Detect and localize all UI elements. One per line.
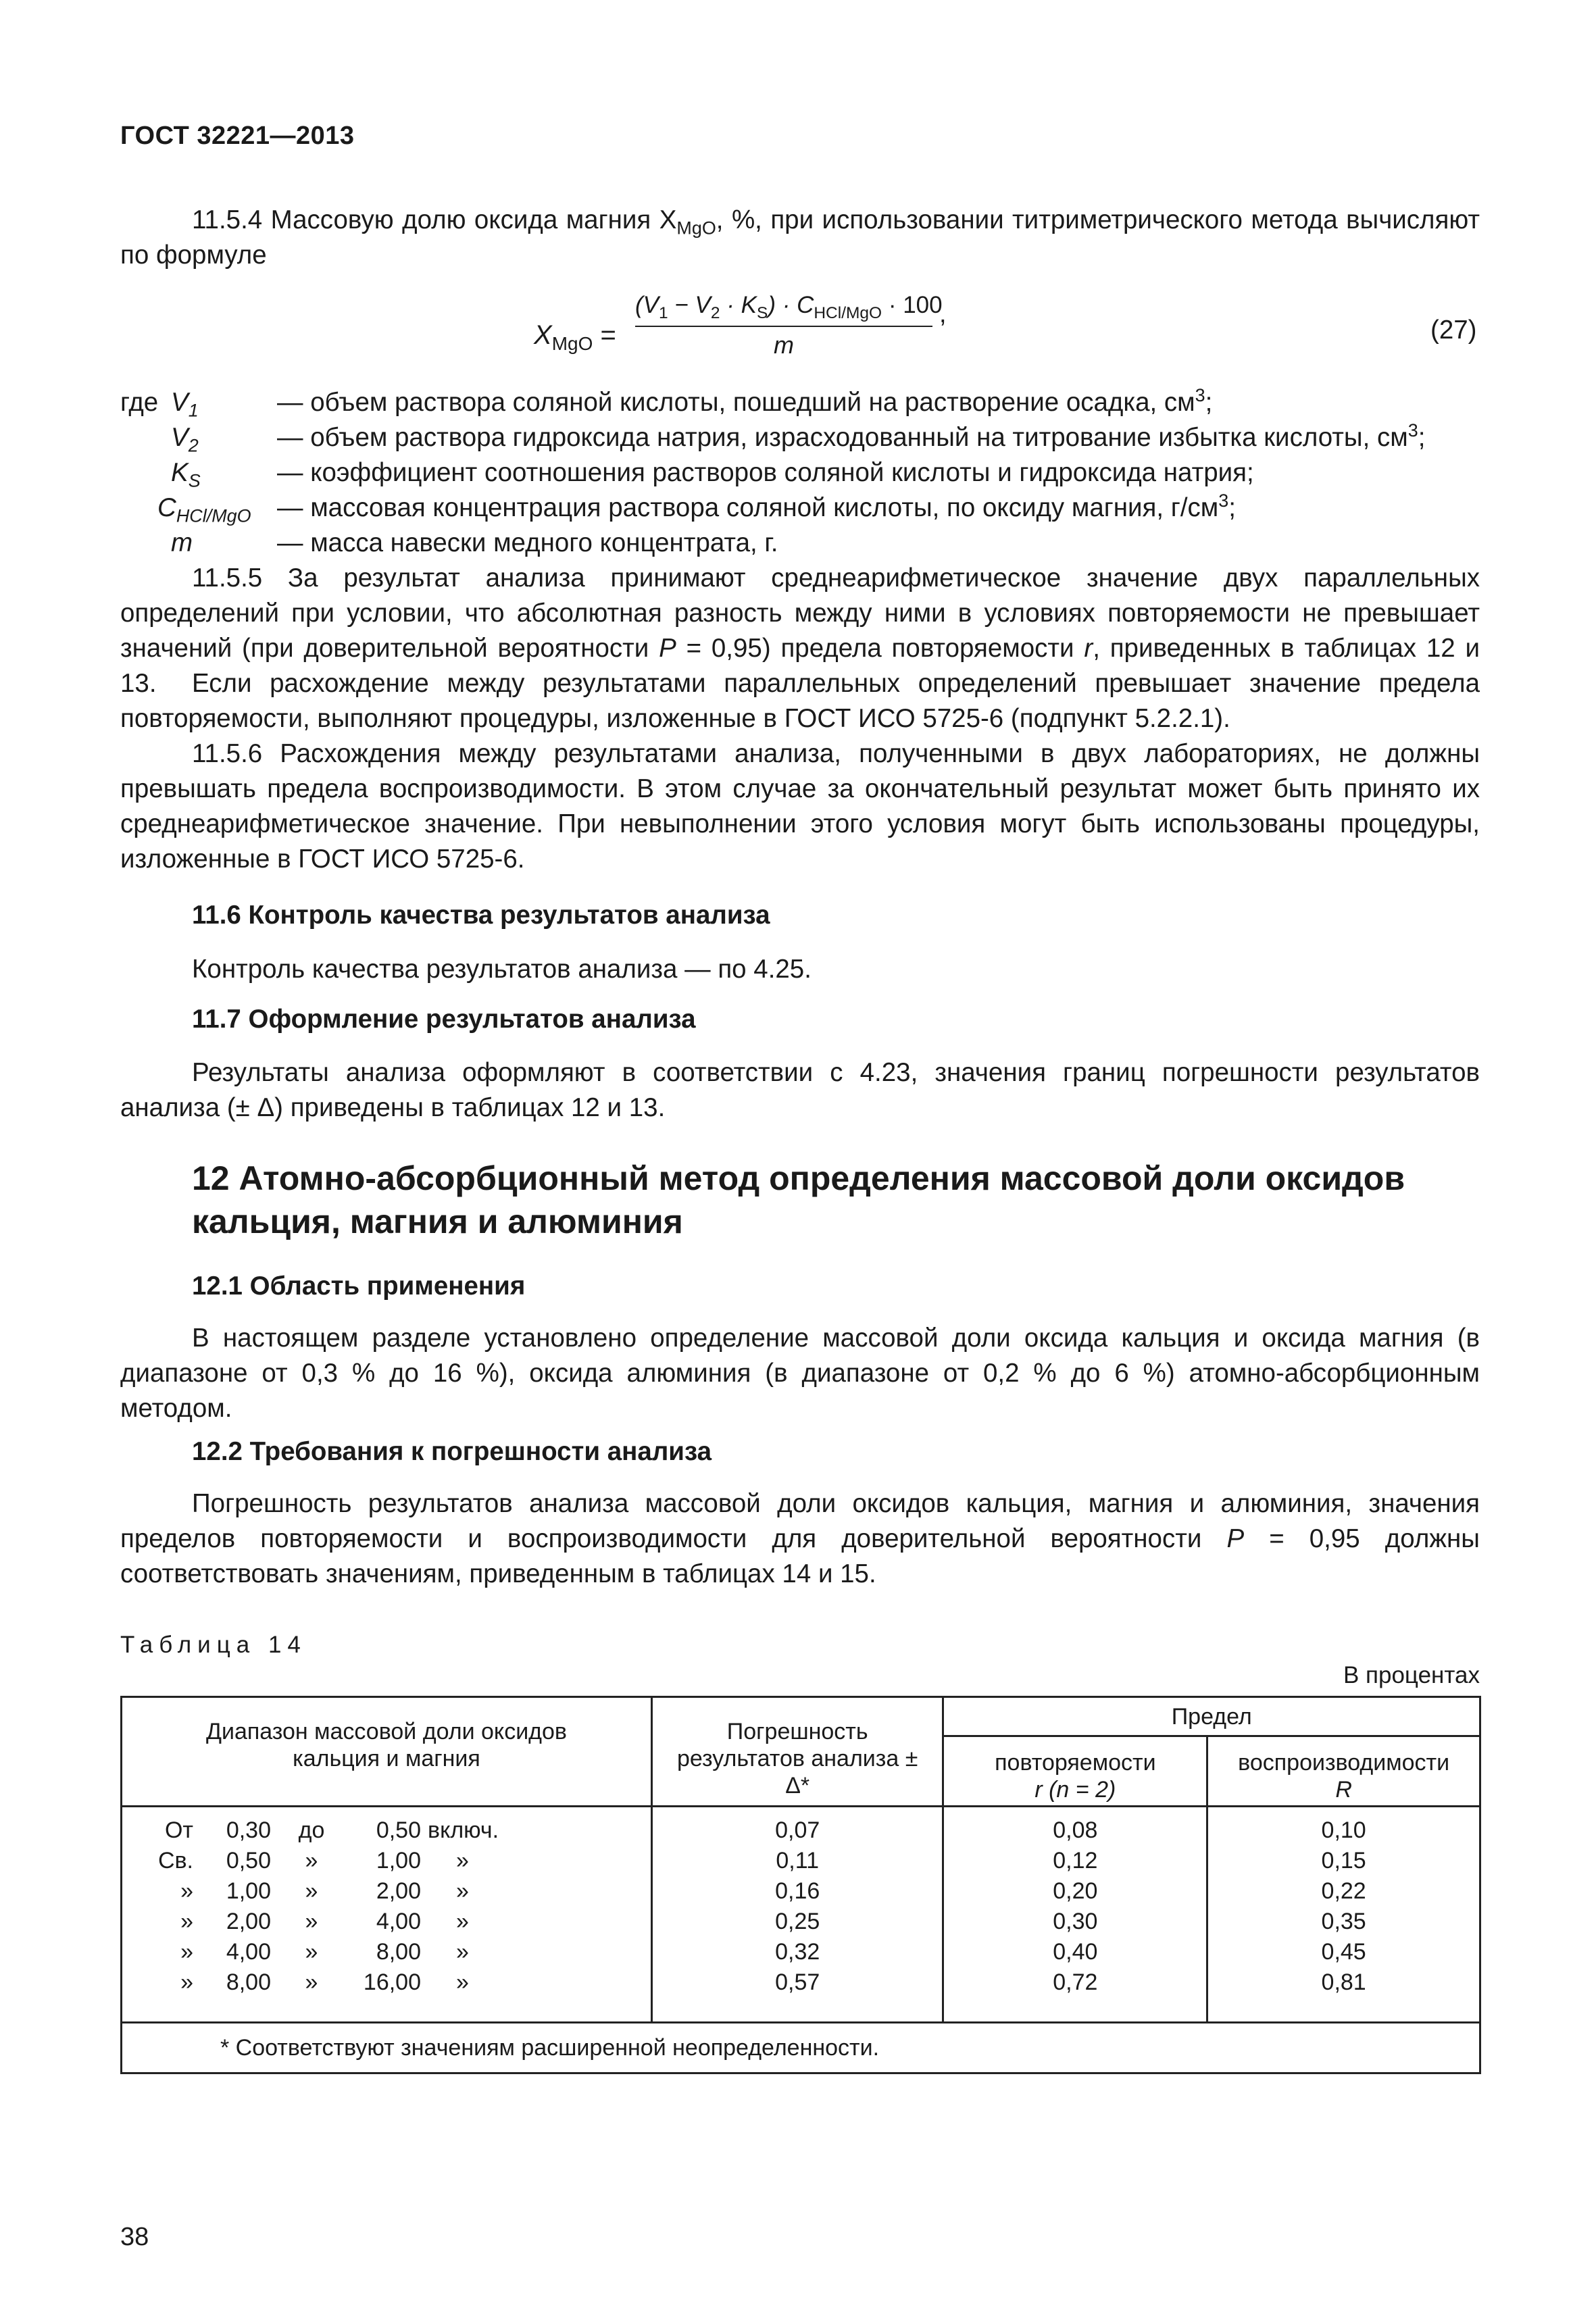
- table-units: В процентах: [1343, 1662, 1480, 1688]
- range-prefix-col: От Св. » » » »: [157, 1817, 193, 1995]
- formula-denominator: m: [774, 331, 794, 359]
- paragraph-11-7: Результаты анализа оформляют в соответствии с 4.23, значения границ погрешности результатов анализа (± Δ) приведены в таблицах 12 и 13.: [120, 1058, 1480, 1122]
- table-footnote: * Соответствуют значениям расширенной неопределенности.: [122, 2023, 1480, 2073]
- document-id: ГОСТ 32221—2013: [120, 122, 355, 150]
- variable-symbol: $C_{HCl/MgO}$: [157, 493, 251, 526]
- variable-symbol: m: [171, 528, 193, 557]
- repeatability-values: 0,08 0,12 0,20 0,30 0,40 0,72: [943, 1807, 1207, 2023]
- formula-27: [534, 292, 1412, 373]
- range-cell: [122, 1807, 652, 2023]
- variable-row: [120, 491, 1485, 526]
- table-14: [120, 1696, 1481, 2074]
- header-range: Диапазон массовой доли оксидов кальция и магния: [122, 1697, 652, 1807]
- paragraph-11-5-5: 11.5.5 За результат анализа принимают среднеарифметическое значение двух параллельных определений при условии, что абсолютная разность между ними в условиях повторяемости не превышает значений (при доверительной вероятности P = 0,95) предела повторяемости r, приведенных в таблицах 12 и 13.: [120, 563, 1480, 698]
- paragraph-12-2: Погрешность результатов анализа массовой доли оксидов кальция, магния и алюминия, значения пределов повторяемости и воспроизводимости для доверительной вероятности P = 0,95 должны соответствовать значениям, приведенным в таблицах 14 и 15.: [120, 1489, 1480, 1588]
- error-values: 0,07 0,11 0,16 0,25 0,32 0,57: [651, 1807, 943, 2023]
- header-limit: Предел: [943, 1697, 1480, 1736]
- section-heading-12: 12 Атомно-абсорбционный метод определения массовой доли оксидов кальция, магния и алюминия: [192, 1159, 1405, 1240]
- variable-description: — масса навески медного концентрата, г.: [277, 528, 778, 557]
- header-reproducibility: воспроизводимости R: [1207, 1736, 1480, 1807]
- equation-number: (27): [1430, 316, 1477, 345]
- heading-12-2: 12.2 Требования к погрешности анализа: [192, 1437, 712, 1466]
- variable-row: [120, 455, 1485, 491]
- range-mid-col: до » » » » »: [298, 1817, 325, 1995]
- variable-description: — объем раствора гидроксида натрия, израсходованный на титрование избытка кислоты, $см^3$;: [277, 420, 1426, 452]
- reproducibility-values: 0,10 0,15 0,22 0,35 0,45 0,81: [1207, 1807, 1480, 2023]
- variable-row: [120, 526, 1485, 561]
- variable-description: — объем раствора соляной кислоты, пошедший на растворение осадка, $см^3$;: [277, 385, 1213, 417]
- range-from-col: 0,30 0,50 1,00 2,00 4,00 8,00: [226, 1817, 271, 1995]
- table-caption: Таблица 14: [120, 1632, 307, 1658]
- variable-description: — коэффициент соотношения растворов соляной кислоты и гидроксида натрия;: [277, 458, 1254, 487]
- formula-comma: ,: [939, 300, 947, 328]
- paragraph-12-1: В настоящем разделе установлено определение массовой доли оксида кальция и оксида магния (в диапазоне от 0,3 % до 16 %), оксида алюминия (в диапазоне от 0,2 % до 6 %) атомно-абсорбционным методом.: [120, 1324, 1480, 1423]
- range-suffix-col: включ. » » » » »: [428, 1817, 499, 1995]
- variable-row: [120, 385, 1485, 420]
- paragraph-11-5-4: 11.5.4 Массовую долю оксида магния $X_{MgO}$, %, при использовании титриметрического метода вычисляют по формуле: [120, 205, 1480, 270]
- variable-symbol: $V_1$: [171, 388, 199, 421]
- paragraph-11-6: Контроль качества результатов анализа — по 4.25.: [192, 955, 812, 984]
- variable-symbol: $V_2$: [171, 423, 199, 456]
- variable-row: [120, 420, 1485, 455]
- header-repeatability: повторяемости r (n = 2): [943, 1736, 1207, 1807]
- variable-symbol: $K_S$: [171, 458, 201, 491]
- heading-12-1: 12.1 Область применения: [192, 1272, 526, 1301]
- header-error: Погрешность результатов анализа ± Δ*: [651, 1697, 943, 1807]
- heading-11-7: 11.7 Оформление результатов анализа: [192, 1005, 696, 1034]
- heading-11-6: 11.6 Контроль качества результатов анализа: [192, 901, 770, 930]
- range-to-col: 0,50 1,00 2,00 4,00 8,00 16,00: [363, 1817, 421, 1995]
- fraction-bar: [635, 326, 932, 327]
- variable-description: — массовая концентрация раствора соляной кислоты, по оксиду магния, $г/см^3$;: [277, 491, 1236, 522]
- where-label: где: [120, 388, 159, 417]
- formula-numerator: $(V_1 - V_2 \cdot K_S) \cdot C_{HCl/MgO} \cdot 100$: [635, 292, 943, 322]
- paragraph-repeatability: Если расхождение между результатами параллельных определений превышает значение предела повторяемости, выполняют процедуры, изложенные в ГОСТ ИСО 5725-6 (подпункт 5.2.2.1).: [120, 669, 1480, 733]
- paragraph-11-5-6: 11.5.6 Расхождения между результатами анализа, полученными в двух лабораториях, не должны превышать предела воспроизводимости. В этом случае за окончательный результат может быть принято их среднеарифметическое значение. При невыполнении этого условия могут быть использованы процедуры, изложенные в ГОСТ ИСО 5725-6.: [120, 739, 1480, 874]
- formula-lhs: $X_{MgO}$ =: [534, 320, 616, 354]
- page-number: 38: [120, 2223, 149, 2251]
- variable-definitions: [120, 385, 1485, 561]
